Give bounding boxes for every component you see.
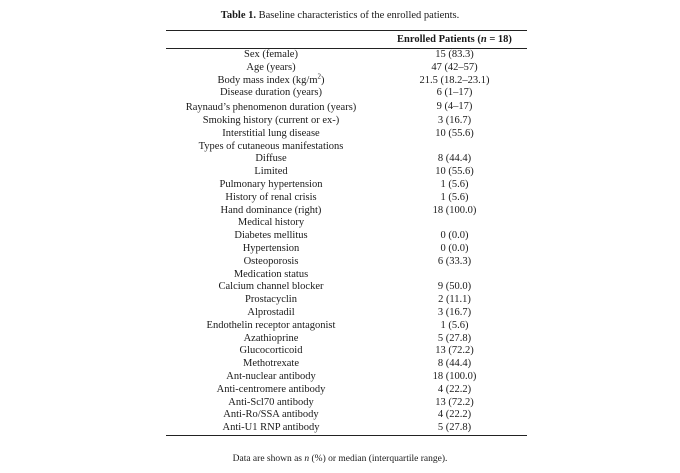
- row-value: 9 (50.0): [437, 281, 472, 293]
- row-label: [166, 179, 376, 192]
- row-label-text: Ant-nuclear antibody: [226, 370, 316, 382]
- header-value-n: n: [480, 34, 487, 45]
- table-number: Table 1.: [220, 10, 256, 21]
- row-label-text: Osteoporosis: [243, 255, 299, 267]
- row-value: 0 (0.0): [440, 242, 469, 254]
- row-label-text: Calcium channel blocker: [218, 281, 324, 293]
- footnote-prefix: Data are shown as: [232, 454, 305, 464]
- row-label: [166, 397, 376, 410]
- row-label: [166, 230, 376, 243]
- table-row: [166, 141, 527, 154]
- table-header: [166, 31, 527, 49]
- row-label-text: Sex (female): [244, 49, 298, 60]
- row-label: [166, 100, 376, 115]
- row-label-text: Smoking history (current or ex-): [202, 114, 340, 126]
- table-row: [166, 269, 527, 282]
- row-label-text: Disease duration (years): [219, 87, 323, 99]
- row-value: 15 (83.3): [435, 49, 474, 60]
- row-value: 5 (27.8): [437, 332, 472, 344]
- row-value: 0 (0.0): [440, 230, 469, 242]
- table-row: [166, 409, 527, 422]
- row-value: 18 (100.0): [432, 204, 477, 216]
- row-value: [376, 269, 527, 282]
- table-footnote: [0, 453, 680, 465]
- row-label-text: Endothelin receptor antagonist: [206, 319, 336, 331]
- row-label: [166, 153, 376, 166]
- row-label-text: Glucocorticoid: [239, 345, 303, 357]
- row-value: 5 (27.8): [437, 422, 472, 434]
- row-value: 6 (33.3): [437, 255, 472, 267]
- footnote-n: n: [304, 454, 310, 464]
- table-caption: [0, 9, 680, 22]
- row-label-text: Alprostadil: [247, 306, 295, 318]
- row-label: [166, 62, 376, 75]
- row-label: [166, 422, 376, 435]
- row-value: 1 (5.6): [440, 191, 469, 203]
- row-value: 13 (72.2): [435, 345, 474, 357]
- header-value-prefix: Enrolled Patients (: [397, 34, 481, 45]
- row-label-text: Azathioprine: [243, 332, 299, 344]
- row-label: [166, 87, 376, 100]
- row-label-text: Pulmonary hypertension: [219, 178, 323, 190]
- row-value: 1 (5.6): [440, 178, 469, 190]
- row-value: 4 (22.2): [437, 383, 472, 395]
- table-row: [166, 358, 527, 371]
- table-row: [166, 243, 527, 256]
- row-value: 1 (5.6): [440, 319, 469, 331]
- row-label: [166, 115, 376, 128]
- row-value: 4 (22.2): [437, 409, 472, 421]
- row-label: [166, 320, 376, 333]
- table-row: [166, 345, 527, 358]
- table-row: [166, 307, 527, 320]
- header-value-suffix: = 18): [486, 34, 512, 45]
- row-label: [166, 256, 376, 269]
- row-label-text: Anti-Ro/SSA antibody: [223, 409, 319, 421]
- row-value: 8 (44.4): [437, 358, 472, 370]
- table-row: [166, 230, 527, 243]
- row-value: [376, 217, 527, 230]
- row-label-text: Limited: [254, 166, 288, 178]
- row-label-text: Medication status: [233, 268, 309, 280]
- row-label: [166, 205, 376, 218]
- table-row: [166, 320, 527, 333]
- row-label-text: Types of cutaneous manifestations: [198, 140, 344, 152]
- row-label-text: Anti-centromere antibody: [216, 383, 326, 395]
- row-label: [166, 49, 376, 62]
- row-label: [166, 72, 376, 88]
- table-row: [166, 115, 527, 128]
- table-row: [166, 294, 527, 307]
- table-row: [166, 397, 527, 410]
- row-label: [166, 217, 376, 230]
- table-row: [166, 100, 527, 115]
- row-label: [166, 141, 376, 154]
- table-body: [166, 49, 527, 436]
- table-row: [166, 371, 527, 384]
- table-row: [166, 192, 527, 205]
- row-label-text: Body mass index (kg/m: [217, 74, 318, 86]
- row-label-text: Hypertension: [242, 242, 300, 254]
- table-row: [166, 166, 527, 179]
- row-label: [166, 294, 376, 307]
- row-label-text: Methotrexate: [243, 358, 299, 370]
- row-label: [166, 409, 376, 422]
- table-row: [166, 205, 527, 218]
- table-row: [166, 87, 527, 100]
- row-value: 6 (1–17): [436, 87, 473, 99]
- row-label-text: Diabetes mellitus: [234, 230, 308, 242]
- table-row: [166, 153, 527, 166]
- row-value: 3 (16.7): [437, 114, 472, 126]
- row-label: [166, 281, 376, 294]
- row-label: [166, 307, 376, 320]
- header-label-cell: [166, 31, 376, 49]
- row-value: 18 (100.0): [432, 370, 477, 382]
- baseline-table-container: [166, 30, 527, 436]
- row-label-suffix: ): [321, 74, 325, 86]
- row-value: 21.5 (18.2–23.1): [419, 74, 490, 86]
- table-row: [166, 422, 527, 435]
- baseline-characteristics-table: [166, 30, 527, 436]
- table-row: [166, 49, 527, 62]
- row-label-text: Anti-Scl70 antibody: [228, 396, 314, 408]
- row-label: [166, 358, 376, 371]
- header-row: [166, 31, 527, 49]
- row-label-text: Hand dominance (right): [220, 204, 322, 216]
- table-row: [166, 256, 527, 269]
- row-label-text: Medical history: [237, 217, 305, 229]
- row-value: 3 (16.7): [437, 306, 472, 318]
- row-value: 2 (11.1): [438, 294, 471, 306]
- row-label: [166, 166, 376, 179]
- row-value: 13 (72.2): [435, 396, 474, 408]
- row-label-text: Interstitial lung disease: [222, 127, 320, 139]
- row-label: [166, 384, 376, 397]
- table-row: [166, 333, 527, 346]
- header-value-cell: [376, 31, 527, 49]
- row-label-superscript: 2: [317, 72, 322, 81]
- table-row: [166, 75, 527, 88]
- row-value: 10 (55.6): [435, 166, 474, 178]
- table-row: [166, 384, 527, 397]
- row-label-text: Raynaud’s phenomenon duration (years): [185, 101, 357, 113]
- row-value: 10 (55.6): [435, 127, 474, 139]
- row-label: [166, 371, 376, 384]
- table-row: [166, 217, 527, 230]
- row-label-text: Age (years): [246, 61, 296, 73]
- row-value: 9 (4–17): [436, 101, 473, 113]
- caption-text: Baseline characteristics of the enrolled patients.: [258, 10, 460, 21]
- row-value: 8 (44.4): [437, 153, 472, 165]
- row-label-text: Prostacyclin: [245, 294, 297, 306]
- row-label: [166, 243, 376, 256]
- row-label-text: History of renal crisis: [225, 191, 317, 203]
- row-label: [166, 333, 376, 346]
- row-label: [166, 269, 376, 282]
- row-label: [166, 192, 376, 205]
- table-row: [166, 179, 527, 192]
- table-row: [166, 281, 527, 294]
- row-label-text: Anti-U1 RNP antibody: [222, 422, 320, 434]
- table-row: [166, 128, 527, 141]
- row-value: [376, 141, 527, 154]
- row-label: [166, 345, 376, 358]
- table-row: [166, 62, 527, 75]
- row-value: 47 (42–57): [431, 61, 478, 73]
- row-label: [166, 128, 376, 141]
- footnote-suffix: (%) or median (interquartile range).: [309, 454, 448, 464]
- row-label-text: Diffuse: [255, 153, 287, 165]
